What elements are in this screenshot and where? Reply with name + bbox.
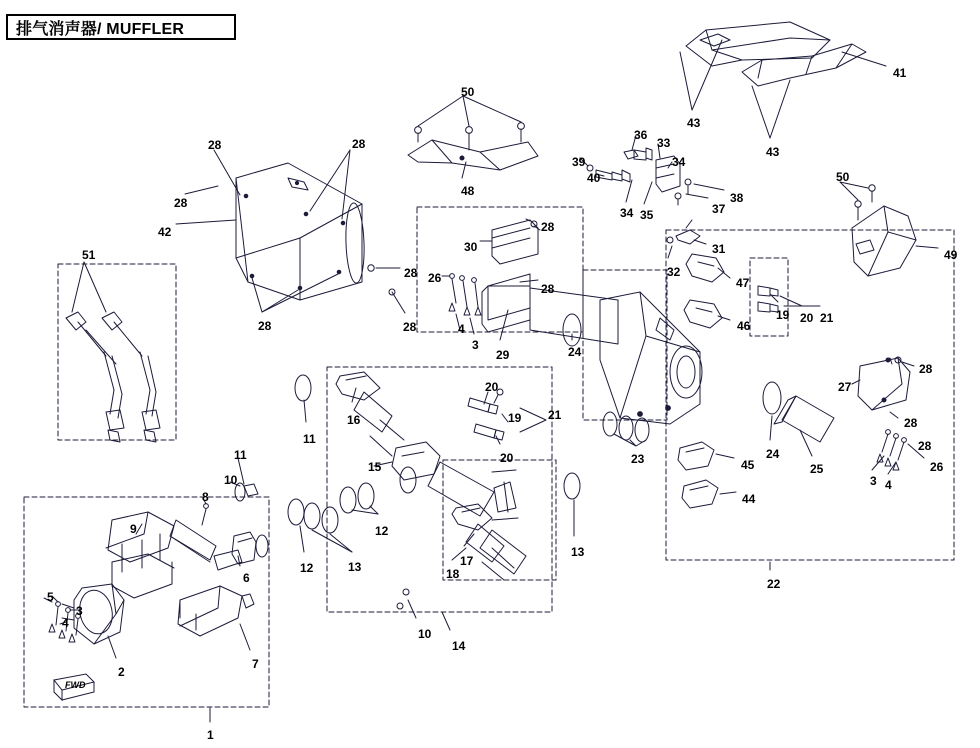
leader-50a2 [463, 96, 469, 126]
callout-10a: 10 [224, 473, 238, 487]
leader-43b2 [770, 80, 790, 138]
callout-26b: 26 [930, 460, 944, 474]
leader-35 [644, 182, 652, 204]
callout-34a: 34 [672, 155, 686, 169]
leader-6 [238, 556, 240, 566]
callout-47: 47 [736, 276, 750, 290]
group-box-24 [583, 270, 667, 420]
callout-15: 15 [368, 460, 382, 474]
leader-7 [240, 624, 250, 650]
leader-28c [185, 186, 218, 194]
leader-20b [496, 436, 500, 444]
leader-47 [718, 268, 730, 278]
leader-20c [780, 296, 802, 306]
callout-14: 14 [452, 639, 466, 653]
callout-8: 8 [202, 490, 209, 504]
group-box-29 [417, 207, 583, 332]
callout-28i: 28 [919, 362, 933, 376]
leader-11b [304, 400, 306, 422]
callout-33: 33 [657, 136, 671, 150]
callout-3a: 3 [76, 604, 83, 618]
callout-20c: 20 [800, 311, 814, 325]
part-13-gasket [564, 473, 580, 499]
callout-17: 17 [460, 554, 474, 568]
callout-36: 36 [634, 128, 648, 142]
callout-9: 9 [130, 522, 137, 536]
leader-38 [694, 184, 724, 190]
callout-34b: 34 [620, 206, 634, 220]
leader-51a [72, 262, 84, 312]
callout-28a: 28 [208, 138, 222, 152]
leader-23 [614, 434, 646, 446]
callout-38: 38 [730, 191, 744, 205]
callout-45: 45 [741, 458, 755, 472]
callout-2: 2 [118, 665, 125, 679]
leader-4c [888, 462, 896, 474]
callout-35: 35 [640, 208, 654, 222]
callout-29: 29 [496, 348, 510, 362]
callout-5: 5 [47, 590, 54, 604]
leader-37 [686, 194, 708, 198]
part-42-heat-shield [236, 163, 374, 300]
callout-22: 22 [767, 577, 781, 591]
callout-50a: 50 [461, 85, 475, 99]
leader-50a3 [463, 96, 521, 122]
callout-12b: 12 [300, 561, 314, 575]
leader-51b [84, 262, 106, 312]
leader-16 [352, 388, 356, 402]
part-47-46-clamps [684, 254, 778, 328]
callout-24a: 24 [568, 345, 582, 359]
callout-13a: 13 [348, 560, 362, 574]
leader-21a [520, 408, 546, 432]
callout-21a: 21 [548, 408, 562, 422]
callout-26a: 26 [428, 271, 442, 285]
callout-7: 7 [252, 657, 259, 671]
callout-28e: 28 [258, 319, 272, 333]
leader-50b [840, 182, 858, 200]
callout-16: 16 [347, 413, 361, 427]
callout-11: 11 [234, 448, 247, 462]
callout-23: 23 [631, 452, 645, 466]
callout-50b: 50 [836, 170, 850, 184]
callout-41: 41 [893, 66, 907, 80]
callout-21b: 21 [820, 311, 834, 325]
part-41-43-shields [686, 22, 866, 86]
callout-43a: 43 [687, 116, 701, 130]
callout-12a: 12 [375, 524, 389, 538]
fwd-direction-marker [52, 672, 96, 702]
callout-46: 46 [737, 319, 751, 333]
leader-42 [176, 220, 236, 224]
leader-49 [916, 246, 938, 248]
callout-32: 32 [667, 265, 681, 279]
callout-42: 42 [158, 225, 172, 239]
leader-2 [108, 636, 116, 658]
leader-41 [842, 52, 886, 66]
callout-49: 49 [944, 248, 958, 262]
callout-3b: 3 [472, 338, 479, 352]
leader-43a2 [692, 40, 722, 110]
callout-27: 27 [838, 380, 852, 394]
callout-24b: 24 [766, 447, 780, 461]
leader-32 [668, 246, 672, 258]
callout-4a: 4 [62, 616, 69, 630]
callout-28k: 28 [918, 439, 932, 453]
callout-6: 6 [243, 571, 250, 585]
leader-28e [252, 278, 262, 312]
part-6-flange [170, 520, 268, 570]
part-30-clamp [492, 219, 538, 264]
part-8-10-11-fasteners [202, 483, 258, 525]
callout-28c: 28 [174, 196, 188, 210]
callout-28f: 28 [403, 320, 417, 334]
callout-25: 25 [810, 462, 824, 476]
leader-13a2 [312, 530, 352, 552]
leader-28j [890, 412, 898, 418]
group-box-51 [58, 264, 176, 440]
callout-18: 18 [446, 567, 460, 581]
leader-50a [418, 96, 463, 126]
leader-44 [720, 492, 736, 494]
leader-28a [214, 150, 240, 195]
callout-20b: 20 [500, 451, 514, 465]
callout-28j: 28 [904, 416, 918, 430]
callout-4c: 4 [885, 478, 892, 492]
callout-28b: 28 [352, 137, 366, 151]
fwd-label: FWD [65, 680, 86, 690]
callout-40: 40 [587, 171, 601, 185]
callout-10b: 10 [418, 627, 432, 641]
callout-4b: 4 [458, 322, 465, 336]
leader-34b [626, 180, 632, 202]
callout-28h: 28 [541, 282, 555, 296]
callout-31: 31 [712, 242, 726, 256]
callout-11b: 11 [303, 432, 316, 446]
callout-19b: 19 [776, 308, 790, 322]
leader-29 [500, 310, 508, 340]
leader-28f [392, 292, 405, 313]
group-box-14 [327, 367, 552, 612]
leader-13a [330, 534, 352, 552]
part-45-44-brackets [678, 442, 718, 508]
part-7-pipe [178, 586, 254, 636]
part-51-oxygen-sensors [66, 312, 160, 442]
leader-43b [752, 86, 770, 138]
callout-28d: 28 [404, 266, 418, 280]
leader-45 [716, 454, 734, 458]
callout-37: 37 [712, 202, 726, 216]
callout-28g: 28 [541, 220, 555, 234]
callout-39: 39 [572, 155, 586, 169]
callout-1: 1 [207, 728, 214, 742]
callout-51: 51 [82, 248, 96, 262]
leader-28h [520, 280, 538, 282]
callout-30: 30 [464, 240, 478, 254]
part-29-pipe [449, 274, 618, 346]
group-box-22 [666, 230, 954, 560]
callout-43b: 43 [766, 145, 780, 159]
diagram-title: 排气消声器/ MUFFLER [16, 20, 185, 38]
part-17-18-pipes [452, 504, 526, 580]
callout-13b: 13 [571, 545, 585, 559]
leader-14 [442, 612, 450, 630]
part-27-tailpipe [763, 357, 910, 470]
callout-19a: 19 [508, 411, 522, 425]
leader-10b [408, 600, 416, 618]
part-48-bracket [408, 123, 538, 170]
callout-3c: 3 [870, 474, 877, 488]
part-9-heat-shield [106, 512, 174, 598]
leader-12b [300, 526, 304, 552]
leader-31 [694, 240, 706, 244]
leader-24b [770, 416, 772, 440]
callout-48: 48 [461, 184, 475, 198]
callout-44: 44 [742, 492, 756, 506]
leader-43a [680, 52, 692, 110]
callout-20a: 20 [485, 380, 499, 394]
